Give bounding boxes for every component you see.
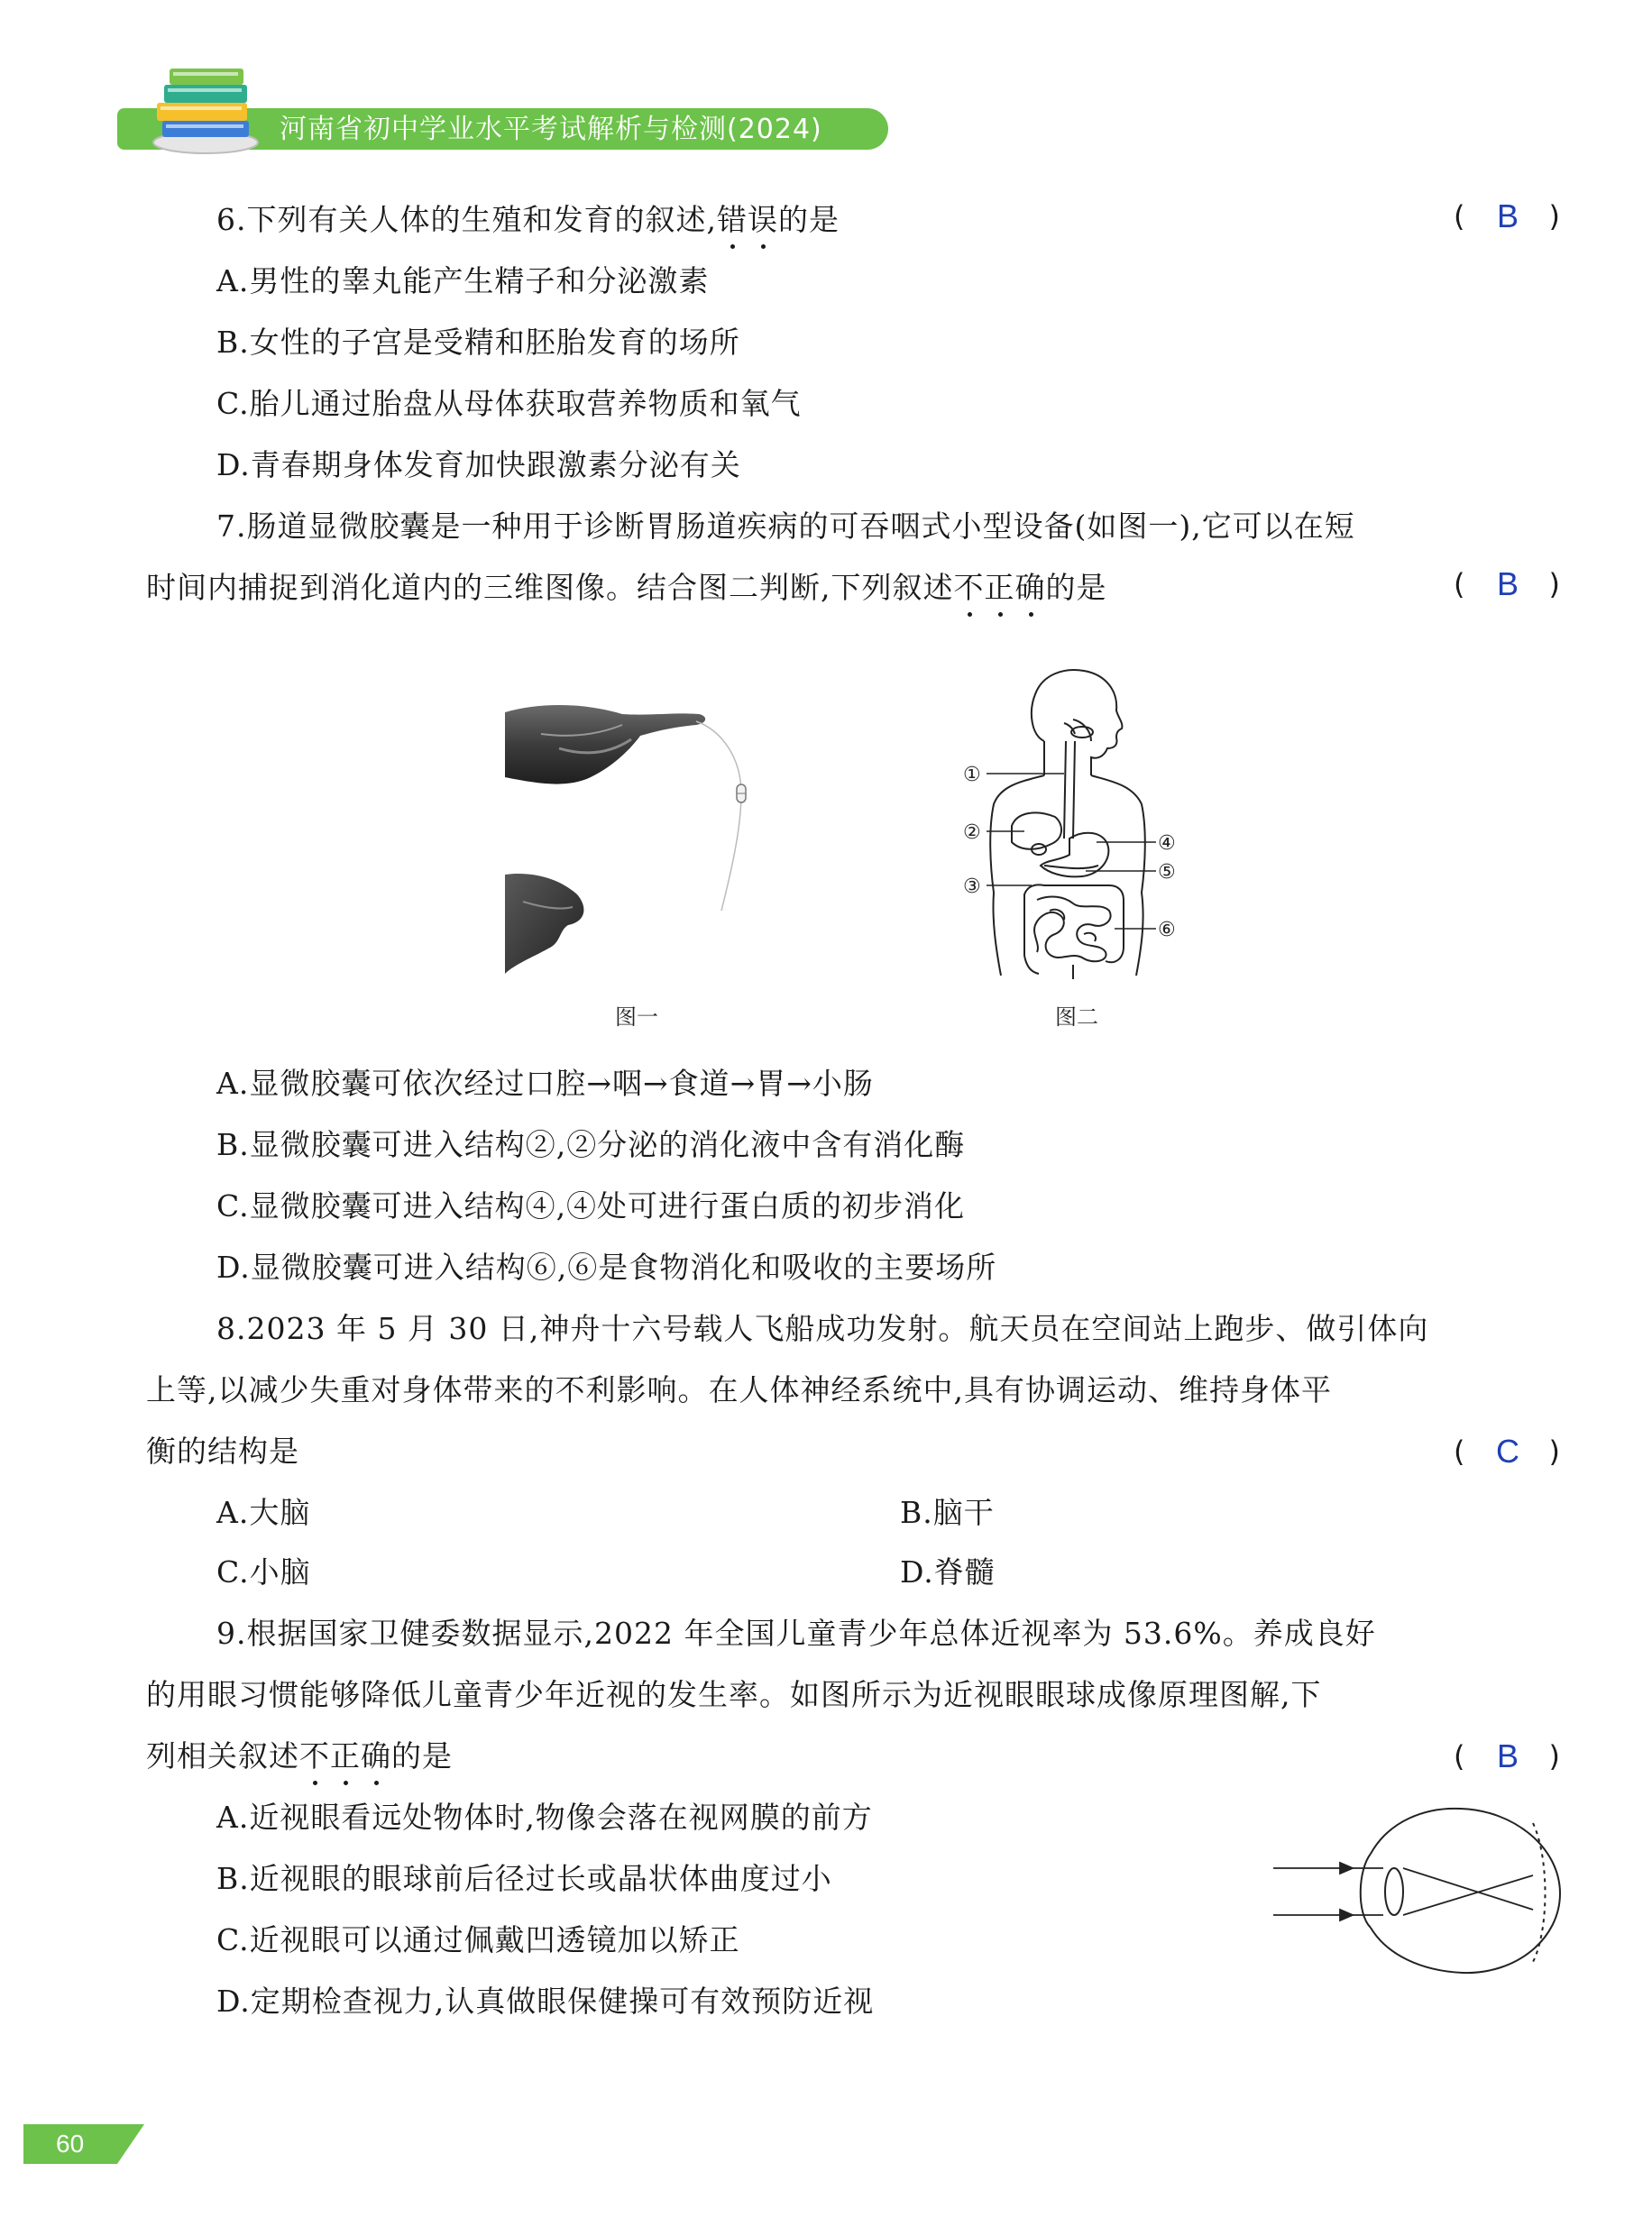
q9-stem-line2: 的用眼习惯能够降低儿童青少年近视的发生率。如图所示为近视眼眼球成像原理图解,下 (146, 1677, 1322, 1712)
q7-answer: B (1496, 565, 1519, 602)
q8-stem-line2: 上等,以减少失重对身体带来的不利影响。在人体神经系统中,具有协调运动、维持身体平 (146, 1372, 1332, 1407)
page-number: 60 (56, 2130, 85, 2158)
q8-option-b: B.脑干 (900, 1495, 995, 1530)
emphasis-char: 误 (748, 200, 778, 240)
q8-answer-box (1454, 1432, 1560, 1471)
myopia-eye-diagram (1262, 1803, 1569, 1975)
emphasis-char: 确 (1015, 568, 1046, 608)
diagram-label-5: ⑤ (1158, 861, 1176, 884)
paren-right: ) (1548, 199, 1560, 234)
q6-answer-box (1454, 197, 1560, 236)
q7-answer-box (1454, 564, 1560, 604)
paren-right: ) (1548, 1739, 1560, 1773)
emphasis-char: 正 (330, 1737, 361, 1776)
q7-stem-line1: 7.肠道显微胶囊是一种用于诊断胃肠道疾病的可吞咽式小型设备(如图一),它可以在短 (216, 509, 1355, 544)
emphasis-char: 不 (299, 1737, 330, 1776)
q8-option-a: A.大脑 (216, 1495, 311, 1530)
q6-stem-emphasis (717, 202, 778, 237)
emphasis-char: 不 (954, 568, 985, 608)
q7-stem-line2 (146, 568, 1107, 608)
figure2-caption: 图二 (1055, 1004, 1098, 1030)
paren-left: ( (1454, 1434, 1465, 1469)
emphasis-char: 确 (361, 1737, 391, 1776)
q9-answer-box (1454, 1737, 1560, 1776)
paren-right: ) (1548, 567, 1560, 601)
q9-option-a: A.近视眼看远处物体时,物像会落在视网膜的前方 (216, 1800, 873, 1835)
paren-left: ( (1454, 567, 1465, 601)
q6-option-d: D.青春期身体发育加快跟激素分泌有关 (216, 447, 741, 482)
q6-stem (216, 200, 840, 240)
capsule-photo (505, 694, 776, 992)
paren-right: ) (1548, 1434, 1560, 1469)
paren-left: ( (1454, 1739, 1465, 1773)
paren-left: ( (1454, 199, 1465, 234)
q9-answer: B (1496, 1737, 1519, 1774)
q8-option-d: D.脊髓 (900, 1554, 996, 1590)
q7-stem-text-b: 的是 (1045, 570, 1107, 605)
q6-option-a: A.男性的睾丸能产生精子和分泌激素 (216, 263, 710, 298)
diagram-label-4: ④ (1158, 832, 1176, 855)
diagram-label-3: ③ (963, 875, 981, 898)
diagram-label-1: ① (963, 764, 981, 786)
q8-answer: C (1496, 1433, 1519, 1470)
q9-stem-line1: 9.根据国家卫健委数据显示,2022 年全国儿童青少年总体近视率为 53.6%。养成良好 (216, 1616, 1376, 1651)
q7-option-a: A.显微胶囊可依次经过口腔→咽→食道→胃→小肠 (216, 1066, 874, 1101)
q6-stem-text-b: 的是 (777, 202, 840, 237)
q7-option-b: B.显微胶囊可进入结构②,②分泌的消化液中含有消化酶 (216, 1127, 966, 1162)
header-title: 河南省初中学业水平考试解析与检测(2024) (280, 114, 822, 145)
q9-option-b: B.近视眼的眼球前后径过长或晶状体曲度过小 (216, 1861, 832, 1896)
q9-stem-text-a: 列相关叙述 (146, 1738, 299, 1773)
digestive-system-diagram (938, 658, 1199, 983)
q8-stem-line1: 8.2023 年 5 月 30 日,神舟十六号载人飞船成功发射。航天员在空间站上跑步、做引体向 (216, 1311, 1429, 1346)
q7-option-d: D.显微胶囊可进入结构⑥,⑥是食物消化和吸收的主要场所 (216, 1250, 997, 1285)
q7-stem-text-a: 时间内捕捉到消化道内的三维图像。结合图二判断,下列叙述 (146, 570, 954, 605)
q9-option-c: C.近视眼可以通过佩戴凹透镜加以矫正 (216, 1922, 740, 1957)
page-header (117, 61, 893, 160)
diagram-label-6: ⑥ (1158, 919, 1176, 941)
q6-answer: B (1496, 197, 1519, 234)
books-logo-icon (151, 61, 269, 155)
q8-option-c: C.小脑 (216, 1554, 311, 1590)
q9-stem-text-b: 的是 (391, 1738, 453, 1773)
q9-option-d: D.定期检查视力,认真做眼保健操可有效预防近视 (216, 1984, 875, 2019)
q8-stem-line3: 衡的结构是 (146, 1434, 299, 1469)
figure1-caption: 图一 (615, 1004, 658, 1030)
emphasis-char: 正 (985, 568, 1015, 608)
q6-option-c: C.胎儿通过胎盘从母体获取营养物质和氧气 (216, 386, 802, 421)
emphasis-char: 错 (717, 200, 748, 240)
q7-option-c: C.显微胶囊可进入结构④,④处可进行蛋白质的初步消化 (216, 1188, 966, 1224)
q9-stem-line3 (146, 1737, 453, 1776)
q6-option-b: B.女性的子宫是受精和胚胎发育的场所 (216, 325, 740, 360)
q6-stem-text-a: 6.下列有关人体的生殖和发育的叙述, (216, 202, 717, 237)
diagram-label-2: ② (963, 821, 981, 844)
